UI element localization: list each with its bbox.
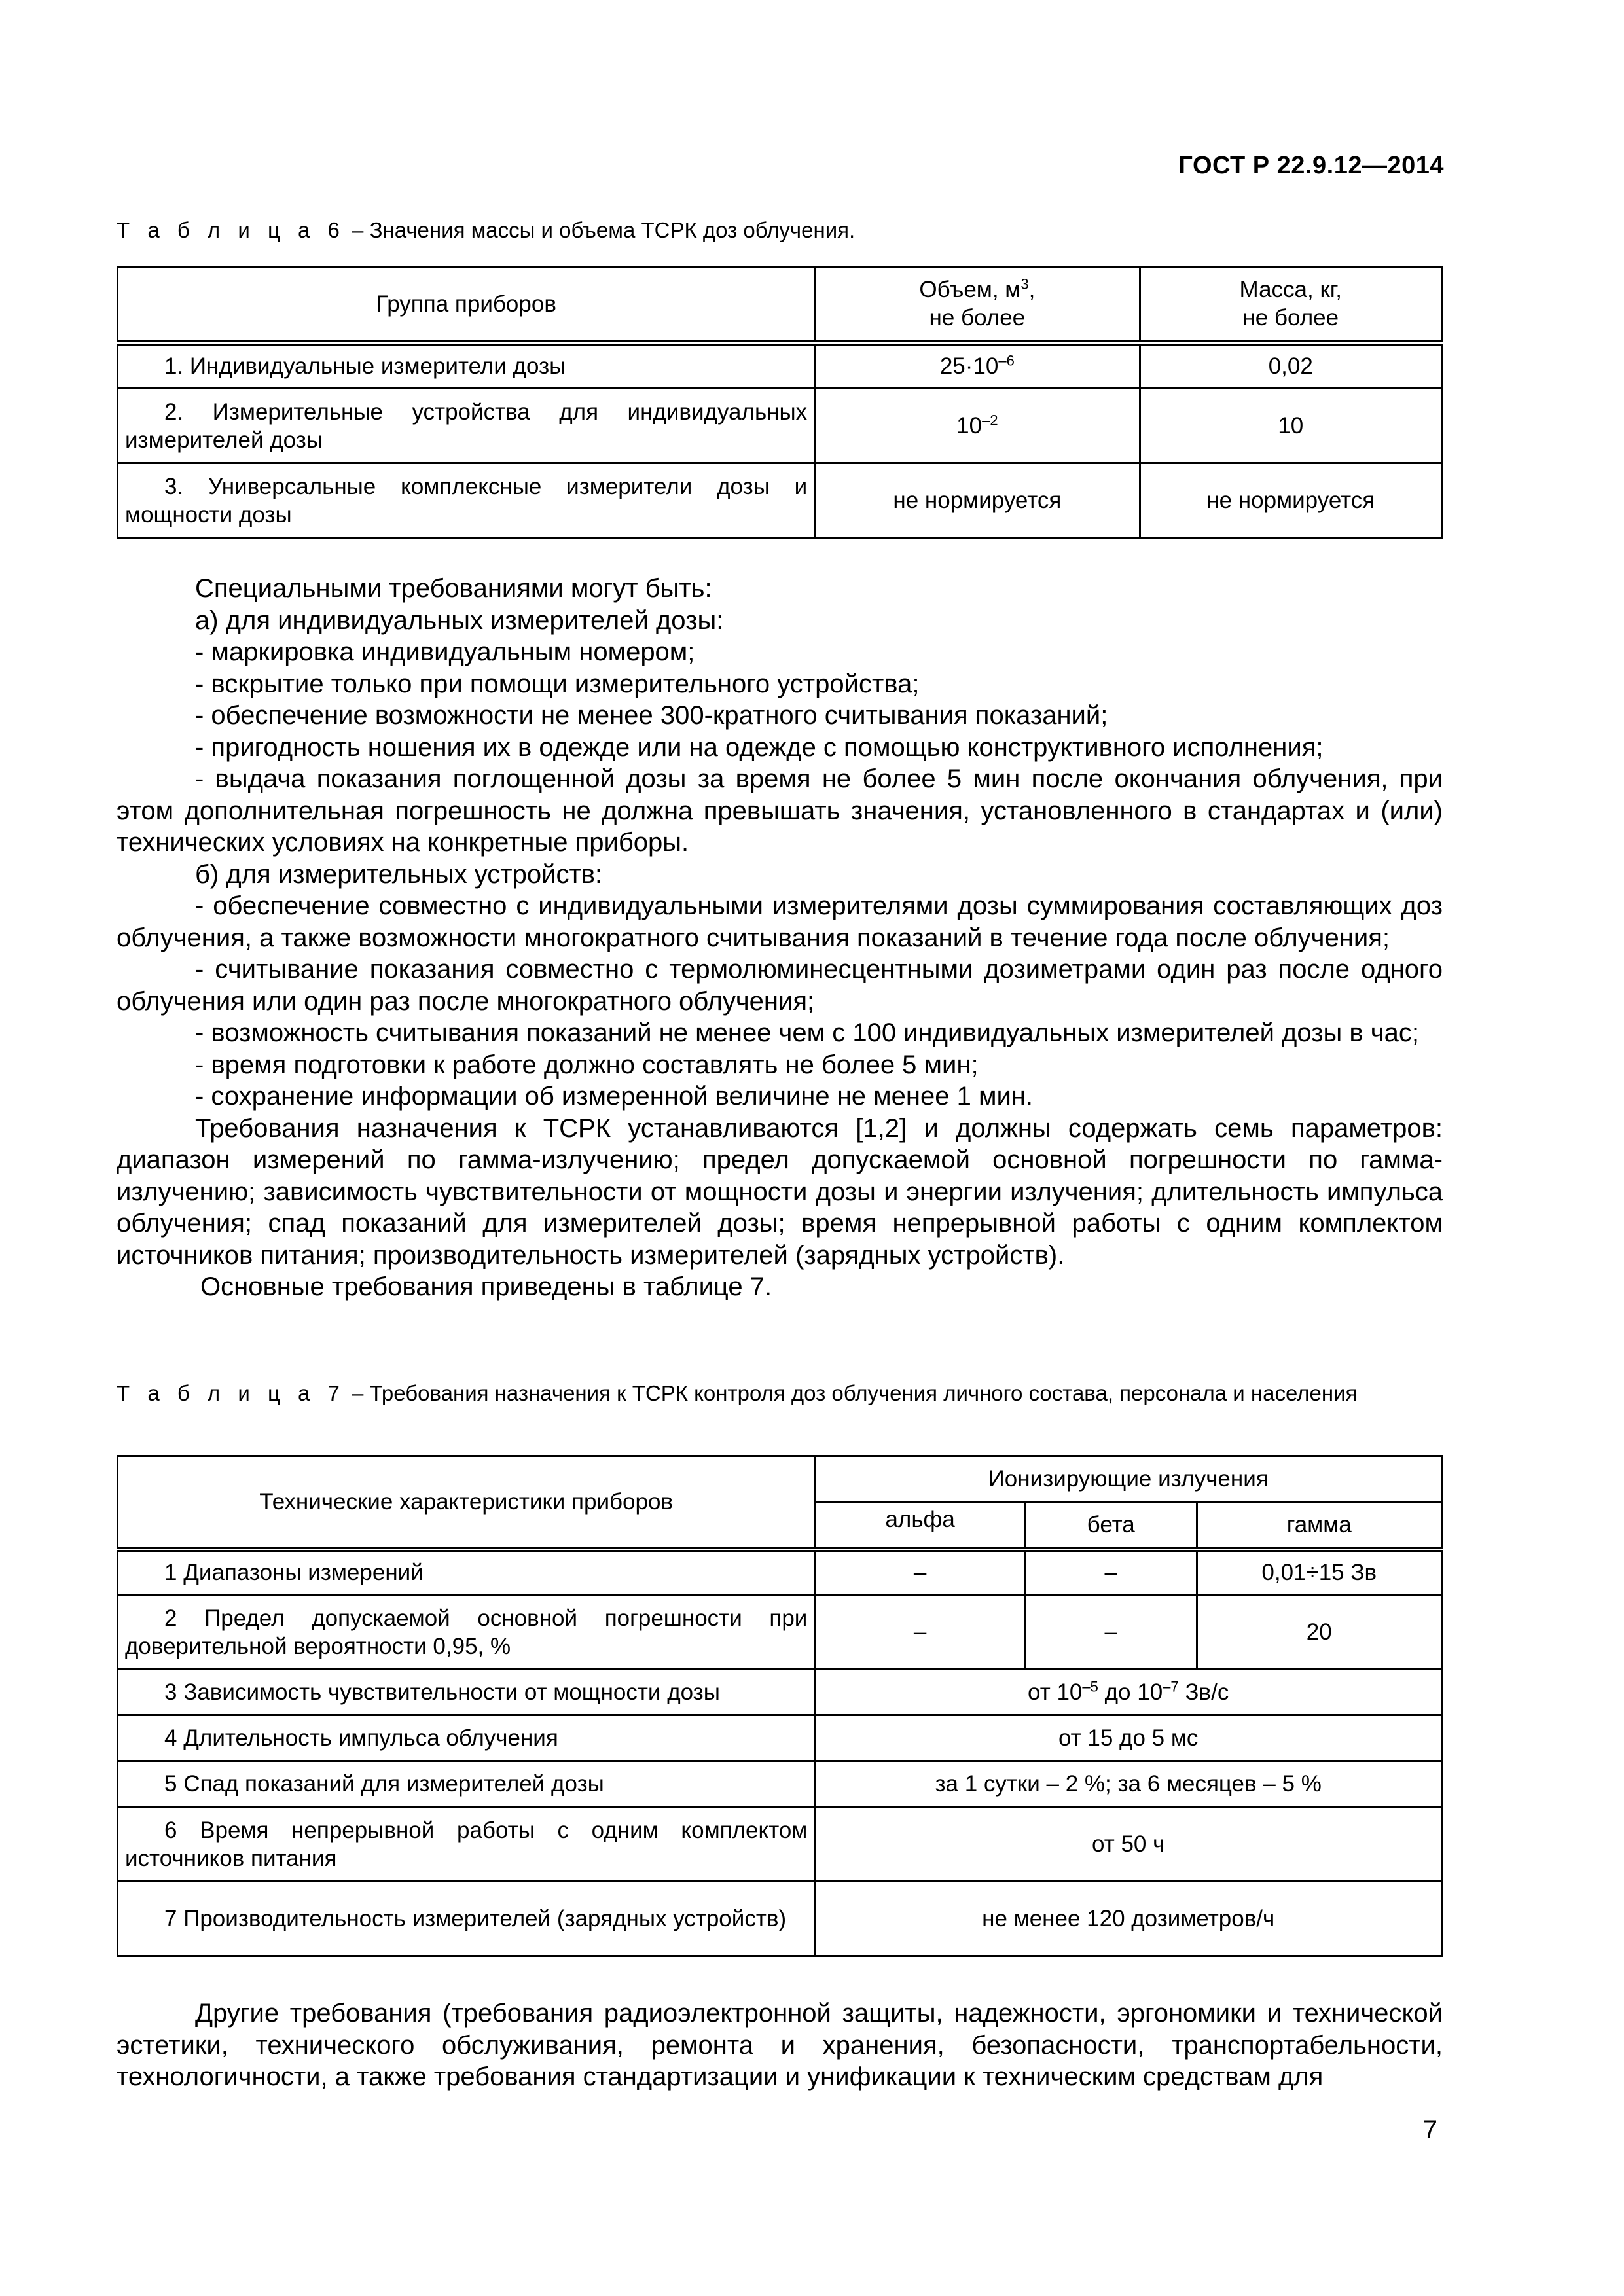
table-row xyxy=(118,1670,1442,1715)
table-row xyxy=(118,1595,1442,1670)
table-row xyxy=(118,1807,1442,1882)
table7-header-row-1 xyxy=(118,1456,1442,1502)
row-name: 3 Зависимость чувствительности от мощности дозы xyxy=(118,1670,815,1715)
value-part: до 10 xyxy=(1098,1679,1163,1705)
cell-alpha: – xyxy=(815,1549,1026,1595)
table6-caption-prefix: Т а б л и ц а 6 xyxy=(117,218,346,242)
table7-caption-text: – Требования назначения к ТСРК контроля доз облучения личного состава, персонала и населения xyxy=(345,1381,1358,1405)
row-name: 1. Индивидуальные измерители дозы xyxy=(118,343,815,389)
row-name: 2. Измерительные устройства для индивидуальных измерителей дозы xyxy=(118,389,815,463)
cell-value: от 15 до 5 мс xyxy=(815,1715,1442,1761)
document-code: ГОСТ Р 22.9.12—2014 xyxy=(1178,152,1444,179)
value-part: от 10 xyxy=(1028,1679,1083,1705)
page-number: 7 xyxy=(1422,2115,1437,2144)
row-name: 3. Универсальные комплексные измерители дозы и мощности дозы xyxy=(118,463,815,538)
paragraph: - выдача показания поглощенной дозы за время не более 5 мин после окончания облучения, при этом дополнительная погрешность не должна превышать значения, установленного в стандартах и (или) технических условиях на конкретные приборы. xyxy=(117,764,1443,857)
row-volume xyxy=(815,389,1140,463)
paragraph: Другие требования (требования радиоэлектронной защиты, надежности, эргономики и технической эстетики, технического обслуживания, ремонта и хранения, безопасности, транспортабельности, технологичности, а также требования стандартизации и унификации к техническим средствам для xyxy=(117,1999,1443,2091)
paragraph: Основные требования приведены в таблице 7. xyxy=(200,1272,772,1301)
table6-header-mass xyxy=(1140,267,1441,343)
cell-value: не менее 120 дозиметров/ч xyxy=(815,1882,1442,1956)
volume-base: не нормируется xyxy=(893,488,1062,513)
cell-beta: – xyxy=(1025,1549,1197,1595)
paragraph: Специальными требованиями могут быть: xyxy=(195,574,712,603)
table-row xyxy=(118,1715,1442,1761)
row-volume xyxy=(815,343,1140,389)
cell-gamma: 0,01÷15 Зв xyxy=(1197,1549,1441,1595)
table6-caption-text: – Значения массы и объема ТСРК доз облучения. xyxy=(345,218,856,242)
volume-unit-sup: 3 xyxy=(1020,276,1029,293)
table7-header-alpha: альфа xyxy=(815,1502,1026,1549)
table7-header-char: Технические характеристики приборов xyxy=(118,1456,815,1549)
paragraph: а) для индивидуальных измерителей дозы: xyxy=(195,605,724,635)
paragraph: - обеспечение возможности не менее 300-кратного считывания показаний; xyxy=(195,701,1108,730)
paragraph: - вскрытие только при помощи измерительного устройства; xyxy=(195,669,920,698)
volume-comma: , xyxy=(1028,277,1036,303)
table-row xyxy=(118,1761,1442,1807)
cell-value: за 1 сутки – 2 %; за 6 месяцев – 5 % xyxy=(815,1761,1442,1807)
volume-limit: не более xyxy=(929,305,1026,331)
table7-header-beta: бета xyxy=(1025,1502,1197,1549)
body-text-block-2 xyxy=(117,1998,1443,2093)
table-row xyxy=(118,1549,1442,1595)
row-name: 2 Предел допускаемой основной погрешности при доверительной вероятности 0,95, % xyxy=(118,1595,815,1670)
row-name: 7 Производительность измерителей (зарядных устройств) xyxy=(118,1882,815,1956)
cell-alpha: – xyxy=(815,1595,1026,1670)
table-row xyxy=(118,1882,1442,1956)
volume-label: Объем, м xyxy=(919,277,1021,303)
row-name: 1 Диапазоны измерений xyxy=(118,1549,815,1595)
cell-gamma: 20 xyxy=(1197,1595,1441,1670)
row-mass: 0,02 xyxy=(1140,343,1441,389)
row-mass: не нормируется xyxy=(1140,463,1441,538)
table6 xyxy=(117,266,1443,539)
cell-value xyxy=(815,1670,1442,1715)
table6-header-row xyxy=(118,267,1442,343)
paragraph: - время подготовки к работе должно составлять не более 5 мин; xyxy=(195,1050,979,1079)
value-exponent: –7 xyxy=(1163,1678,1179,1695)
value-exponent: –5 xyxy=(1082,1678,1098,1695)
paragraph: Требования назначения к ТСРК устанавливаются [1,2] и должны содержать семь параметров: диапазон измерений по гамма-излучению; предел допускаемой основной погрешности по гамма-излучению; зависимость чувствительности от мощности дозы и энергии излучения; длительность импульса облучения; спад показаний для измерителей дозы; время непрерывной работы с одним комплектом источников питания; производительность измерителей (зарядных устройств). xyxy=(117,1113,1443,1270)
volume-base: 10 xyxy=(956,413,983,439)
table-row xyxy=(118,463,1442,538)
paragraph: - пригодность ношения их в одежде или на одежде с помощью конструктивного исполнения; xyxy=(195,732,1324,762)
table-row xyxy=(118,389,1442,463)
paragraph: б) для измерительных устройств: xyxy=(195,859,603,889)
table7-header-ion: Ионизирующие излучения xyxy=(815,1456,1442,1502)
mass-limit: не более xyxy=(1242,305,1339,331)
row-name: 4 Длительность импульса облучения xyxy=(118,1715,815,1761)
row-volume xyxy=(815,463,1140,538)
value-unit: Зв/с xyxy=(1178,1679,1229,1705)
volume-exponent: –2 xyxy=(982,412,998,429)
table6-caption xyxy=(117,216,1441,245)
row-name: 5 Спад показаний для измерителей дозы xyxy=(118,1761,815,1807)
paragraph: - маркировка индивидуальным номером; xyxy=(195,637,695,666)
paragraph: - обеспечение совместно с индивидуальными измерителями дозы суммирования составляющих доз облучения, а также возможности многократного считывания показаний в течение года после облучения; xyxy=(117,891,1443,952)
table7-caption xyxy=(117,1379,1441,1408)
paragraph: - возможность считывания показаний не менее чем с 100 индивидуальных измерителей дозы в час; xyxy=(195,1018,1419,1047)
table6-header-group: Группа приборов xyxy=(118,267,815,343)
table-row xyxy=(118,343,1442,389)
paragraph: - сохранение информации об измеренной величине не менее 1 мин. xyxy=(195,1082,1033,1111)
table7 xyxy=(117,1455,1443,1957)
volume-exponent: –6 xyxy=(998,352,1015,369)
table6-header-volume xyxy=(815,267,1140,343)
body-text-block-1 xyxy=(117,573,1443,1303)
cell-beta: – xyxy=(1025,1595,1197,1670)
table7-caption-prefix: Т а б л и ц а 7 xyxy=(117,1381,346,1405)
cell-value: от 50 ч xyxy=(815,1807,1442,1882)
table7-header-gamma: гамма xyxy=(1197,1502,1441,1549)
mass-label: Масса, кг, xyxy=(1239,277,1342,303)
row-name: 6 Время непрерывной работы с одним комплектом источников питания xyxy=(118,1807,815,1882)
volume-base: 25·10 xyxy=(939,353,999,380)
paragraph: - считывание показания совместно с термолюминесцентными дозиметрами один раз после одного облучения или один раз после многократного облучения; xyxy=(117,955,1443,1016)
row-mass: 10 xyxy=(1140,389,1441,463)
